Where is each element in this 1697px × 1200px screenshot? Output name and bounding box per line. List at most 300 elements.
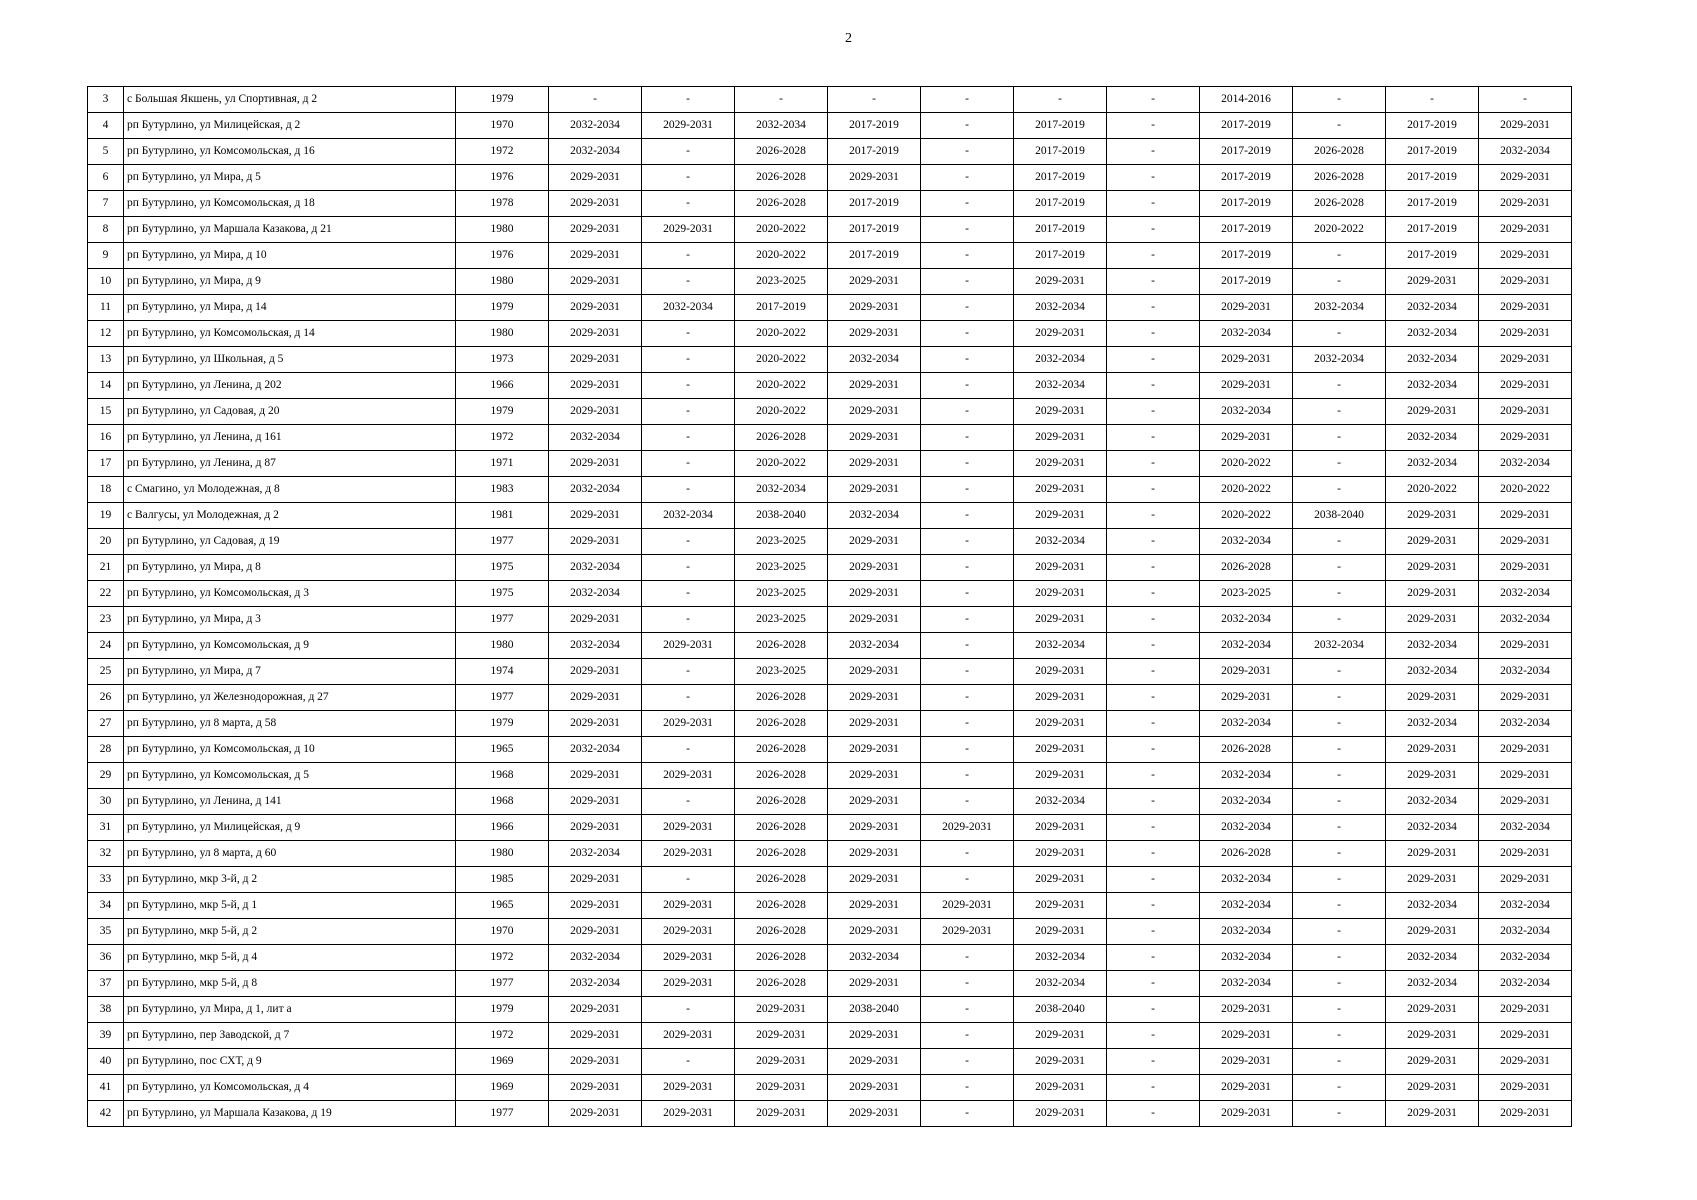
table-row: [88, 945, 1572, 971]
period-col-4: 2029-2031: [828, 685, 921, 711]
period-col-3: 2032-2034: [735, 477, 828, 503]
year-built: 1970: [456, 919, 549, 945]
period-col-7: -: [1107, 659, 1200, 685]
period-col-11: 2029-2031: [1479, 269, 1572, 295]
address: рп Бутурлино, ул Комсомольская, д 4: [124, 1075, 456, 1101]
period-col-3: 2026-2028: [735, 919, 828, 945]
period-col-8: 2026-2028: [1200, 555, 1293, 581]
table-row: [88, 243, 1572, 269]
row-number: 21: [88, 555, 124, 581]
row-number: 40: [88, 1049, 124, 1075]
period-col-10: 2029-2031: [1386, 685, 1479, 711]
period-col-10: 2029-2031: [1386, 867, 1479, 893]
period-col-10: 2032-2034: [1386, 295, 1479, 321]
table-row: [88, 841, 1572, 867]
period-col-2: -: [642, 789, 735, 815]
period-col-8: 2032-2034: [1200, 945, 1293, 971]
table-row: [88, 971, 1572, 997]
period-col-4: 2029-2031: [828, 269, 921, 295]
table-row: [88, 1049, 1572, 1075]
period-col-8: 2017-2019: [1200, 243, 1293, 269]
period-col-11: 2032-2034: [1479, 711, 1572, 737]
period-col-10: 2032-2034: [1386, 659, 1479, 685]
period-col-3: 2026-2028: [735, 789, 828, 815]
period-col-1: 2029-2031: [549, 321, 642, 347]
period-col-6: 2029-2031: [1014, 685, 1107, 711]
table-row: [88, 659, 1572, 685]
period-col-2: 2029-2031: [642, 1075, 735, 1101]
period-col-7: -: [1107, 321, 1200, 347]
period-col-7: -: [1107, 815, 1200, 841]
row-number: 16: [88, 425, 124, 451]
period-col-2: -: [642, 555, 735, 581]
period-col-5: -: [921, 295, 1014, 321]
period-col-1: 2029-2031: [549, 451, 642, 477]
period-col-10: 2032-2034: [1386, 711, 1479, 737]
period-col-5: -: [921, 581, 1014, 607]
table-row: [88, 165, 1572, 191]
row-number: 35: [88, 919, 124, 945]
period-col-2: -: [642, 321, 735, 347]
period-col-4: 2029-2031: [828, 1049, 921, 1075]
period-col-11: 2032-2034: [1479, 451, 1572, 477]
period-col-1: 2029-2031: [549, 711, 642, 737]
period-col-10: 2032-2034: [1386, 789, 1479, 815]
period-col-7: -: [1107, 139, 1200, 165]
row-number: 23: [88, 607, 124, 633]
table-row: [88, 763, 1572, 789]
period-col-11: 2029-2031: [1479, 1023, 1572, 1049]
period-col-4: 2029-2031: [828, 789, 921, 815]
year-built: 1965: [456, 737, 549, 763]
period-col-11: 2029-2031: [1479, 737, 1572, 763]
period-col-5: -: [921, 1075, 1014, 1101]
period-col-10: 2032-2034: [1386, 945, 1479, 971]
period-col-9: -: [1293, 737, 1386, 763]
period-col-2: 2032-2034: [642, 295, 735, 321]
period-col-7: -: [1107, 477, 1200, 503]
row-number: 17: [88, 451, 124, 477]
period-col-4: 2029-2031: [828, 763, 921, 789]
row-number: 33: [88, 867, 124, 893]
table-row: [88, 503, 1572, 529]
period-col-3: 2026-2028: [735, 139, 828, 165]
period-col-11: 2029-2031: [1479, 295, 1572, 321]
address: рп Бутурлино, ул Комсомольская, д 10: [124, 737, 456, 763]
period-col-3: 2026-2028: [735, 971, 828, 997]
period-col-6: 2029-2031: [1014, 425, 1107, 451]
period-col-1: 2029-2031: [549, 217, 642, 243]
period-col-7: -: [1107, 581, 1200, 607]
table-row: [88, 1023, 1572, 1049]
period-col-9: -: [1293, 789, 1386, 815]
period-col-10: 2032-2034: [1386, 425, 1479, 451]
year-built: 1976: [456, 243, 549, 269]
period-col-8: 2029-2031: [1200, 997, 1293, 1023]
period-col-8: 2026-2028: [1200, 841, 1293, 867]
period-col-8: 2032-2034: [1200, 763, 1293, 789]
period-col-3: 2038-2040: [735, 503, 828, 529]
period-col-11: 2029-2031: [1479, 113, 1572, 139]
address: рп Бутурлино, ул Мира, д 3: [124, 607, 456, 633]
period-col-5: -: [921, 139, 1014, 165]
period-col-5: -: [921, 789, 1014, 815]
table-row: [88, 399, 1572, 425]
table-row: [88, 477, 1572, 503]
period-col-10: 2032-2034: [1386, 321, 1479, 347]
period-col-4: 2032-2034: [828, 633, 921, 659]
period-col-7: -: [1107, 269, 1200, 295]
period-col-1: 2032-2034: [549, 945, 642, 971]
period-col-10: 2032-2034: [1386, 373, 1479, 399]
period-col-6: 2029-2031: [1014, 269, 1107, 295]
period-col-5: -: [921, 945, 1014, 971]
period-col-4: 2029-2031: [828, 399, 921, 425]
period-col-5: -: [921, 841, 1014, 867]
period-col-3: 2026-2028: [735, 893, 828, 919]
period-col-11: 2029-2031: [1479, 165, 1572, 191]
period-col-1: 2029-2031: [549, 1075, 642, 1101]
period-col-9: -: [1293, 971, 1386, 997]
table-row: [88, 633, 1572, 659]
period-col-5: -: [921, 451, 1014, 477]
period-col-3: 2020-2022: [735, 321, 828, 347]
period-col-1: -: [549, 87, 642, 113]
period-col-4: 2029-2031: [828, 971, 921, 997]
period-col-9: -: [1293, 997, 1386, 1023]
row-number: 31: [88, 815, 124, 841]
address: рп Бутурлино, мкр 3-й, д 2: [124, 867, 456, 893]
address: рп Бутурлино, ул Мира, д 5: [124, 165, 456, 191]
period-col-3: 2020-2022: [735, 243, 828, 269]
period-col-5: -: [921, 633, 1014, 659]
period-col-6: 2029-2031: [1014, 1101, 1107, 1127]
period-col-8: 2029-2031: [1200, 1101, 1293, 1127]
period-col-7: -: [1107, 1101, 1200, 1127]
period-col-1: 2032-2034: [549, 841, 642, 867]
address: рп Бутурлино, ул Мира, д 14: [124, 295, 456, 321]
row-number: 42: [88, 1101, 124, 1127]
table-row: [88, 347, 1572, 373]
period-col-9: -: [1293, 425, 1386, 451]
period-col-10: 2029-2031: [1386, 1049, 1479, 1075]
table-row: [88, 555, 1572, 581]
period-col-3: 2020-2022: [735, 217, 828, 243]
row-number: 5: [88, 139, 124, 165]
period-col-7: -: [1107, 763, 1200, 789]
row-number: 36: [88, 945, 124, 971]
period-col-1: 2029-2031: [549, 165, 642, 191]
period-col-10: 2029-2031: [1386, 269, 1479, 295]
period-col-6: 2029-2031: [1014, 1049, 1107, 1075]
address: с Большая Якшень, ул Спортивная, д 2: [124, 87, 456, 113]
year-built: 1975: [456, 581, 549, 607]
period-col-11: 2029-2031: [1479, 503, 1572, 529]
row-number: 4: [88, 113, 124, 139]
period-col-8: 2029-2031: [1200, 347, 1293, 373]
period-col-9: 2026-2028: [1293, 191, 1386, 217]
period-col-9: -: [1293, 555, 1386, 581]
year-built: 1980: [456, 633, 549, 659]
period-col-6: 2029-2031: [1014, 919, 1107, 945]
period-col-2: -: [642, 347, 735, 373]
period-col-2: -: [642, 737, 735, 763]
period-col-7: -: [1107, 217, 1200, 243]
year-built: 1973: [456, 347, 549, 373]
period-col-4: 2017-2019: [828, 217, 921, 243]
period-col-4: 2029-2031: [828, 1023, 921, 1049]
address: рп Бутурлино, ул Железнодорожная, д 27: [124, 685, 456, 711]
year-built: 1972: [456, 945, 549, 971]
period-col-8: 2029-2031: [1200, 685, 1293, 711]
period-col-1: 2032-2034: [549, 581, 642, 607]
address: рп Бутурлино, ул Комсомольская, д 14: [124, 321, 456, 347]
period-col-6: 2032-2034: [1014, 529, 1107, 555]
period-col-6: 2029-2031: [1014, 451, 1107, 477]
period-col-11: 2032-2034: [1479, 607, 1572, 633]
period-col-11: 2032-2034: [1479, 581, 1572, 607]
period-col-2: -: [642, 659, 735, 685]
period-col-6: 2032-2034: [1014, 295, 1107, 321]
period-col-4: 2017-2019: [828, 191, 921, 217]
period-col-5: -: [921, 191, 1014, 217]
period-col-5: -: [921, 997, 1014, 1023]
year-built: 1977: [456, 971, 549, 997]
year-built: 1965: [456, 893, 549, 919]
row-number: 24: [88, 633, 124, 659]
period-col-2: 2029-2031: [642, 841, 735, 867]
period-col-2: -: [642, 607, 735, 633]
year-built: 1978: [456, 191, 549, 217]
period-col-7: -: [1107, 295, 1200, 321]
table-row: [88, 425, 1572, 451]
period-col-3: 2023-2025: [735, 659, 828, 685]
period-col-9: -: [1293, 1023, 1386, 1049]
period-col-3: 2026-2028: [735, 737, 828, 763]
period-col-5: -: [921, 87, 1014, 113]
period-col-1: 2032-2034: [549, 477, 642, 503]
period-col-6: 2029-2031: [1014, 555, 1107, 581]
period-col-1: 2029-2031: [549, 295, 642, 321]
period-col-7: -: [1107, 685, 1200, 711]
period-col-1: 2032-2034: [549, 113, 642, 139]
year-built: 1979: [456, 997, 549, 1023]
period-col-9: 2038-2040: [1293, 503, 1386, 529]
period-col-5: -: [921, 555, 1014, 581]
year-built: 1977: [456, 607, 549, 633]
period-col-5: 2029-2031: [921, 919, 1014, 945]
period-col-6: 2032-2034: [1014, 945, 1107, 971]
period-col-4: 2029-2031: [828, 295, 921, 321]
year-built: 1974: [456, 659, 549, 685]
period-col-2: -: [642, 529, 735, 555]
address: рп Бутурлино, ул Ленина, д 202: [124, 373, 456, 399]
table-body: [88, 87, 1572, 1127]
period-col-2: -: [642, 373, 735, 399]
period-col-5: -: [921, 1023, 1014, 1049]
year-built: 1970: [456, 113, 549, 139]
period-col-2: 2029-2031: [642, 971, 735, 997]
period-col-4: 2029-2031: [828, 425, 921, 451]
period-col-9: -: [1293, 321, 1386, 347]
period-col-5: -: [921, 659, 1014, 685]
period-col-4: 2029-2031: [828, 737, 921, 763]
period-col-10: 2032-2034: [1386, 893, 1479, 919]
period-col-11: 2029-2031: [1479, 399, 1572, 425]
period-col-2: -: [642, 243, 735, 269]
period-col-8: 2017-2019: [1200, 113, 1293, 139]
period-col-1: 2029-2031: [549, 893, 642, 919]
table-row: [88, 191, 1572, 217]
row-number: 30: [88, 789, 124, 815]
period-col-6: 2032-2034: [1014, 347, 1107, 373]
period-col-10: 2017-2019: [1386, 139, 1479, 165]
period-col-7: -: [1107, 425, 1200, 451]
period-col-4: 2029-2031: [828, 529, 921, 555]
period-col-3: 2020-2022: [735, 451, 828, 477]
period-col-10: 2029-2031: [1386, 763, 1479, 789]
period-col-1: 2029-2031: [549, 867, 642, 893]
period-col-4: 2029-2031: [828, 321, 921, 347]
period-col-4: 2029-2031: [828, 607, 921, 633]
period-col-9: -: [1293, 87, 1386, 113]
period-col-6: 2038-2040: [1014, 997, 1107, 1023]
period-col-2: -: [642, 477, 735, 503]
period-col-7: -: [1107, 87, 1200, 113]
period-col-4: 2032-2034: [828, 347, 921, 373]
period-col-5: -: [921, 1049, 1014, 1075]
table-row: [88, 607, 1572, 633]
period-col-8: 2020-2022: [1200, 451, 1293, 477]
period-col-6: 2017-2019: [1014, 139, 1107, 165]
row-number: 14: [88, 373, 124, 399]
period-col-3: 2029-2031: [735, 1075, 828, 1101]
address: рп Бутурлино, ул Маршала Казакова, д 21: [124, 217, 456, 243]
period-col-8: 2029-2031: [1200, 1049, 1293, 1075]
year-built: 1968: [456, 763, 549, 789]
period-col-1: 2029-2031: [549, 529, 642, 555]
period-col-6: 2029-2031: [1014, 321, 1107, 347]
period-col-11: 2029-2031: [1479, 1049, 1572, 1075]
period-col-6: 2029-2031: [1014, 1023, 1107, 1049]
period-col-6: 2029-2031: [1014, 841, 1107, 867]
period-col-9: -: [1293, 607, 1386, 633]
period-col-4: 2029-2031: [828, 841, 921, 867]
address: рп Бутурлино, ул Мира, д 8: [124, 555, 456, 581]
address: рп Бутурлино, ул Мира, д 1, лит а: [124, 997, 456, 1023]
period-col-2: 2029-2031: [642, 893, 735, 919]
table-row: [88, 893, 1572, 919]
address: с Валгусы, ул Молодежная, д 2: [124, 503, 456, 529]
period-col-2: 2029-2031: [642, 1101, 735, 1127]
address: рп Бутурлино, ул 8 марта, д 58: [124, 711, 456, 737]
period-col-9: 2026-2028: [1293, 139, 1386, 165]
period-col-1: 2029-2031: [549, 243, 642, 269]
period-col-5: 2029-2031: [921, 815, 1014, 841]
period-col-7: -: [1107, 243, 1200, 269]
period-col-8: 2017-2019: [1200, 165, 1293, 191]
period-col-6: 2029-2031: [1014, 867, 1107, 893]
period-col-4: 2029-2031: [828, 451, 921, 477]
year-built: 1971: [456, 451, 549, 477]
period-col-7: -: [1107, 373, 1200, 399]
period-col-6: 2029-2031: [1014, 737, 1107, 763]
period-col-9: 2026-2028: [1293, 165, 1386, 191]
year-built: 1972: [456, 139, 549, 165]
row-number: 29: [88, 763, 124, 789]
period-col-6: 2029-2031: [1014, 659, 1107, 685]
year-built: 1975: [456, 555, 549, 581]
period-col-6: -: [1014, 87, 1107, 113]
year-built: 1972: [456, 1023, 549, 1049]
row-number: 13: [88, 347, 124, 373]
table-row: [88, 815, 1572, 841]
address: рп Бутурлино, ул Ленина, д 141: [124, 789, 456, 815]
period-col-1: 2029-2031: [549, 1101, 642, 1127]
period-col-2: -: [642, 425, 735, 451]
period-col-1: 2029-2031: [549, 607, 642, 633]
table-row: [88, 451, 1572, 477]
row-number: 11: [88, 295, 124, 321]
period-col-7: -: [1107, 165, 1200, 191]
address: рп Бутурлино, ул Милицейская, д 2: [124, 113, 456, 139]
period-col-3: 2029-2031: [735, 997, 828, 1023]
period-col-7: -: [1107, 867, 1200, 893]
period-col-1: 2032-2034: [549, 971, 642, 997]
row-number: 18: [88, 477, 124, 503]
period-col-2: -: [642, 867, 735, 893]
period-col-6: 2029-2031: [1014, 477, 1107, 503]
period-col-10: 2017-2019: [1386, 217, 1479, 243]
address: рп Бутурлино, ул Комсомольская, д 5: [124, 763, 456, 789]
period-col-2: 2029-2031: [642, 919, 735, 945]
period-col-9: -: [1293, 269, 1386, 295]
period-col-8: 2032-2034: [1200, 919, 1293, 945]
period-col-2: -: [642, 269, 735, 295]
period-col-4: 2017-2019: [828, 139, 921, 165]
period-col-10: 2029-2031: [1386, 1101, 1479, 1127]
period-col-9: -: [1293, 477, 1386, 503]
year-built: 1980: [456, 841, 549, 867]
period-col-3: 2029-2031: [735, 1101, 828, 1127]
period-col-5: -: [921, 477, 1014, 503]
row-number: 10: [88, 269, 124, 295]
period-col-2: 2029-2031: [642, 633, 735, 659]
period-col-7: -: [1107, 1023, 1200, 1049]
period-col-9: -: [1293, 113, 1386, 139]
period-col-7: -: [1107, 919, 1200, 945]
period-col-4: 2032-2034: [828, 503, 921, 529]
address: рп Бутурлино, ул Мира, д 7: [124, 659, 456, 685]
period-col-4: 2029-2031: [828, 867, 921, 893]
period-col-7: -: [1107, 555, 1200, 581]
period-col-5: 2029-2031: [921, 893, 1014, 919]
period-col-3: 2026-2028: [735, 633, 828, 659]
period-col-4: 2029-2031: [828, 373, 921, 399]
period-col-10: 2017-2019: [1386, 113, 1479, 139]
period-col-5: -: [921, 1101, 1014, 1127]
period-col-8: 2020-2022: [1200, 503, 1293, 529]
period-col-6: 2032-2034: [1014, 373, 1107, 399]
table-row: [88, 711, 1572, 737]
year-built: 1979: [456, 295, 549, 321]
period-col-3: 2023-2025: [735, 581, 828, 607]
address: рп Бутурлино, пос СХТ, д 9: [124, 1049, 456, 1075]
period-col-11: 2032-2034: [1479, 139, 1572, 165]
period-col-6: 2017-2019: [1014, 113, 1107, 139]
period-col-4: -: [828, 87, 921, 113]
period-col-3: 2026-2028: [735, 867, 828, 893]
